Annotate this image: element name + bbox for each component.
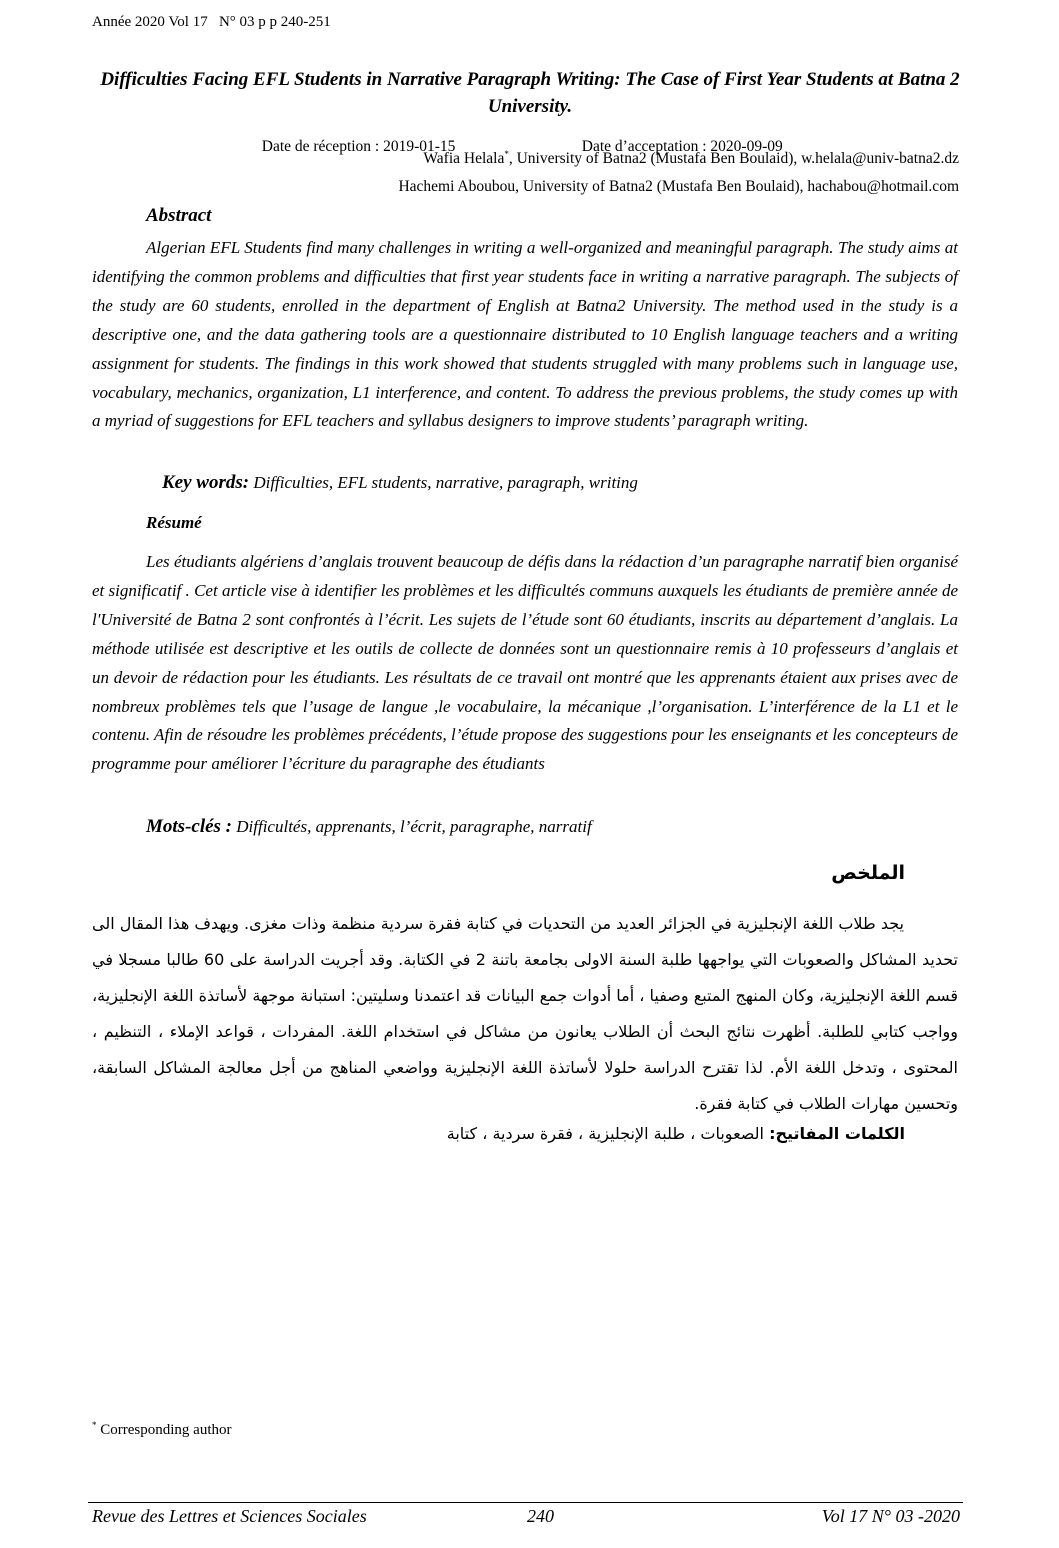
footnote-marker: * bbox=[92, 1420, 97, 1430]
author-name: Hachemi Aboubou bbox=[398, 178, 516, 195]
resume-keywords bbox=[146, 816, 592, 838]
keywords-label: Key words: bbox=[162, 472, 250, 493]
footer-divider bbox=[88, 1502, 963, 1503]
resume-heading: Résumé bbox=[146, 513, 202, 532]
footnote bbox=[92, 1420, 231, 1439]
abstract-heading: Abstract bbox=[146, 205, 212, 226]
page-footer bbox=[92, 1506, 960, 1527]
arabic-abstract-text: يجد طلاب اللغة الإنجليزية في الجزائر العديد من التحديات في كتابة فقرة سردية منظمة وذات مغزى. ويهدف هذا المقال الى تحديد المشاكل والصعوبات التي يواجهها طلبة السنة الاولى بجامعة باتنة 2 في الكتابة. وقد أجريت الدراسة على 60 طالبا مسجلا في قسم اللغة الإنجليزية، وكان المنهج المتبع وصفيا ، أما أدوات جمع البيانات قد اعتمدنا وسليتين: استبانة موجهة لأساتذة اللغة الإنجليزية، وواجب كتابي للطلبة. أظهرت نتائج البحث أن الطلاب يعانون من مشاكل في استخدام اللغة. المفردات ، قواعد الإملاء ، التنظيم ، المحتوى ، وتدخل اللغة الأم. لذا تقترح الدراسة حلولا لأساتذة اللغة الإنجليزية وواضعي المناهج من أجل معالجة المشاكل السابقة، وتحسين مهارات الطلاب في كتابة فقرة. bbox=[92, 914, 958, 1113]
author-affiliation: , University of Batna2 (Mustafa Ben Boulaid), hachabou@hotmail.com bbox=[515, 178, 959, 195]
arabic-abstract-body bbox=[92, 906, 958, 1122]
page-number: 240 bbox=[527, 1506, 554, 1526]
mots-cles-label: Mots-clés : bbox=[146, 816, 233, 837]
issue-info: Vol 17 N° 03 -2020 bbox=[821, 1506, 960, 1526]
acceptance-date: Date d’acceptation : 2020-09-09 bbox=[581, 138, 783, 155]
keywords-list: Difficulties, EFL students, narrative, paragraph, writing bbox=[249, 473, 638, 492]
footnote-text: Corresponding author bbox=[96, 1422, 232, 1438]
resume-body bbox=[92, 548, 958, 779]
author-line-1 bbox=[423, 149, 959, 168]
resume-text: Les étudiants algériens d’anglais trouvent beaucoup de défis dans la rédaction d’un paragraphe narratif bien organisé et significatif . Cet article vise à identifier les problèmes et les difficultés communs auxquels les étudiants de première année de l'Université de Batna 2 sont confrontés à l’écrit. Les sujets de l’étude sont 60 étudiants, inscrits au département d’anglais. La méthode utilisée est descriptive et les outils de collecte de données sont un questionnaire remis à 10 professeurs d’anglais et un devoir de rédaction pour les étudiants. Les résultats de ce travail ont montré que les apprenants étaient aux prises avec de nombreux problèmes tels que l’usage de langue ,le vocabulaire, la mécanique ,l’organisation. L’interférence de la L1 et le contenu. Afin de résoudre les problèmes précédents, l’étude propose des suggestions pour les enseignants et les concepteurs de programme pour améliorer l’écriture du paragraphe des étudiants bbox=[92, 552, 958, 774]
abstract-body bbox=[92, 234, 958, 436]
mots-cles-list: Difficultés, apprenants, l’écrit, paragraphe, narratif bbox=[232, 817, 592, 836]
arabic-keywords-label: الكلمات المفاتيح: bbox=[769, 1124, 905, 1143]
corresponding-marker: * bbox=[504, 149, 509, 159]
author-affiliation: , University of Batna2 (Mustafa Ben Boulaid), w.helala@univ-batna2.dz bbox=[508, 150, 959, 168]
arabic-keywords bbox=[447, 1124, 905, 1143]
abstract-text: Algerian EFL Students find many challenges in writing a well-organized and meaningful paragraph. The study aims at identifying the common problems and difficulties that first year students face in writing a narrative paragraph. The subjects of the study are 60 students, enrolled in the department of English at Batna2 University. The method used in the study is a descriptive one, and the data gathering tools are a questionnaire distributed to 10 English language teachers and a writing assignment for students. The findings in this work showed that students struggled with many problems such in language use, vocabulary, mechanics, organization, L1 interference, and content. To address the previous problems, the study comes up with a myriad of suggestions for EFL teachers and syllabus designers to improve students’ paragraph writing. bbox=[92, 238, 958, 431]
abstract-keywords bbox=[162, 472, 638, 494]
journal-name: Revue des Lettres et Sciences Sociales bbox=[92, 1506, 367, 1526]
author-name: Wafia Helala bbox=[423, 150, 505, 168]
reception-date: Date de réception : 2019-01-15 bbox=[261, 138, 456, 155]
arabic-keywords-list: الصعوبات ، طلبة الإنجليزية ، فقرة سردية ، كتابة bbox=[446, 1124, 770, 1143]
article-title: Difficulties Facing EFL Students in Narrative Paragraph Writing: The Case of First Year Students at Batna 2 University. bbox=[100, 69, 960, 117]
arabic-abstract-heading: الملخص bbox=[831, 862, 905, 884]
author-line-2 bbox=[398, 178, 959, 196]
issue-header: Année 2020 Vol 17 N° 03 p p 240-251 bbox=[92, 14, 331, 30]
